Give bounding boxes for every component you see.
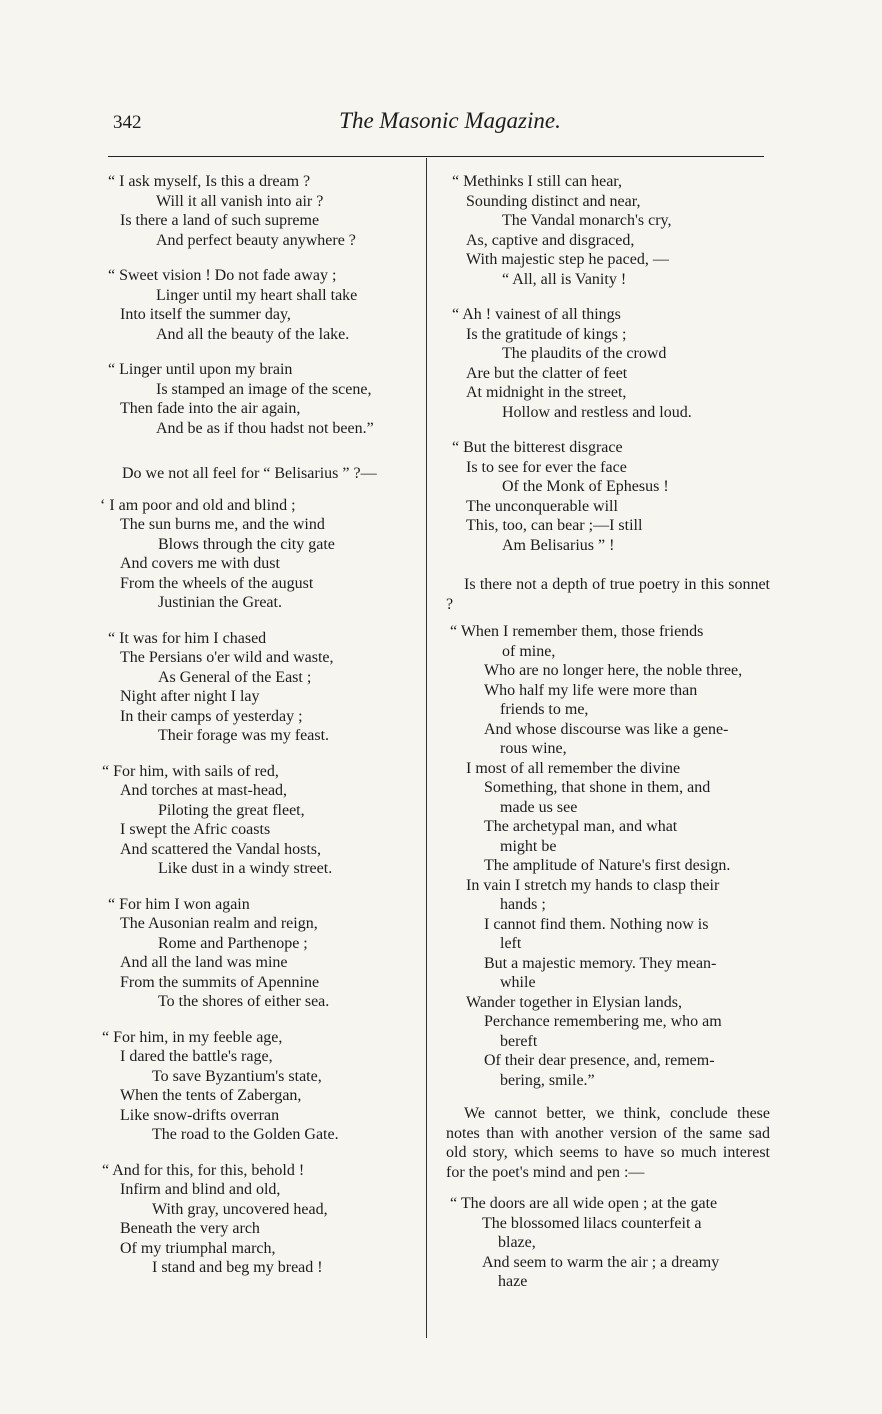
poem-line: To the shores of either sea. [158,993,330,1010]
prose-paragraph: Is there not a depth of true poetry in this sonnet ? [446,576,770,613]
poem-line: The unconquerable will [466,497,618,515]
poem-line: bereft [500,1032,538,1050]
poem-line: From the summits of Apennine [120,973,320,991]
poem-line: Linger until my heart shall take [156,286,358,304]
poem-line: Wander together in Elysian lands, [466,993,682,1011]
poem-stanza [100,1028,418,1145]
poem-line: “ All, all is Vanity ! [502,270,627,288]
poem-line: haze [498,1273,528,1290]
poem-line: “ Ah ! vainest of all things [452,306,621,323]
poem-line: “ For him I won again [108,895,250,913]
poem-line: Is the gratitude of kings ; [466,325,627,343]
poem-line: To save Byzantium's state, [152,1067,322,1085]
poem-stanza [100,266,418,344]
poem-line: “ For him, with sails of red, [102,762,279,780]
poem-line: Is stamped an image of the scene, [156,380,372,398]
poem-line: The blossomed lilacs counterfeit a [482,1214,702,1232]
poem-line: “ It was for him I chased [108,629,267,647]
poem-line: Justinian the Great. [158,594,282,611]
sonnet [446,622,770,1090]
poem-line: “ Linger until upon my brain [108,361,293,378]
right-column [446,172,770,1308]
poem-line: “ I ask myself, Is this a dream ? [108,173,311,190]
poem-line: blaze, [498,1234,536,1251]
poem-line: And whose discourse was like a gene- [484,720,729,738]
poem-line: Who half my life were more than [484,681,698,699]
poem-line: I stand and beg my bread ! [152,1259,323,1276]
poem-line: The Vandal monarch's cry, [502,212,672,229]
poem-line: The archetypal man, and what [484,818,678,835]
poem-stanza [100,629,418,746]
poem-line: From the wheels of the august [120,574,314,592]
poem-line: The Persians o'er wild and waste, [120,649,334,666]
poem-line: The amplitude of Nature's first design. [484,857,731,874]
poem-line: In vain I stretch my hands to clasp their [466,876,720,894]
poem-line: ‘ I am poor and old and blind ; [100,496,296,514]
poem-line: But a majestic memory. They mean- [484,954,717,972]
poem-line: bering, smile.” [500,1071,595,1089]
poem-line: Blows through the city gate [158,535,335,553]
poem-line: Sounding distinct and near, [466,192,641,210]
poem-line: Of the Monk of Ephesus ! [502,478,669,495]
poem-line: Are but the clatter of feet [466,364,628,382]
poem-stanza [446,1194,770,1292]
poem-line: Night after night I lay [120,688,260,705]
poem-line: hands ; [500,896,546,913]
poem-line: Infirm and blind and old, [120,1181,281,1198]
poem-line: Will it all vanish into air ? [156,192,324,210]
poem-line: “ For him, in my feeble age, [102,1028,283,1046]
left-column [100,172,418,1294]
poem-line: “ Methinks I still can hear, [452,173,622,190]
poem-stanza [100,360,418,438]
poem-line: Perchance remembering me, who am [484,1013,722,1030]
poem-line: And perfect beauty anywhere ? [156,231,356,249]
poem-stanza [100,496,418,613]
poem-line: “ Sweet vision ! Do not fade away ; [108,267,337,284]
poem-line: Then fade into the air again, [120,400,301,417]
poem-line: rous wine, [500,740,567,757]
poem-line: And scattered the Vandal hosts, [120,840,321,858]
poem-line: I swept the Afric coasts [120,821,271,838]
poem-line: I dared the battle's rage, [120,1048,273,1065]
poem-line: And be as if thou hadst not been.” [156,419,374,437]
poem-line: The sun burns me, and the wind [120,516,325,533]
poem-line: Is there a land of such supreme [120,212,320,229]
header-rule [108,156,764,157]
poem-line: Piloting the great fleet, [158,801,305,819]
poem-line: Rome and Parthenope ; [158,934,308,952]
poem-line: Is to see for ever the face [466,458,627,476]
poem-line: When the tents of Zabergan, [120,1087,302,1104]
poem-line: With gray, uncovered head, [152,1200,328,1218]
poem-line: Like dust in a windy street. [158,860,333,877]
poem-line: left [500,935,522,952]
poem-line: Hollow and restless and loud. [502,403,692,421]
poem-line: Beneath the very arch [120,1220,260,1237]
prose-paragraph: Do we not all feel for “ Belisarius ” ?— [122,465,377,482]
running-title: The Masonic Magazine. [339,108,561,133]
poem-stanza [100,1161,418,1278]
poem-line: As General of the East ; [158,668,312,686]
poem-line: Like snow-drifts overran [120,1106,280,1124]
poem-line: Something, that shone in them, and [484,779,711,796]
poem-stanza [446,305,770,422]
poem-line: Their forage was my feast. [158,727,330,744]
poem-line: Into itself the summer day, [120,306,291,323]
column-divider [426,158,427,1338]
poem-line: “ The doors are all wide open ; at the gate [450,1195,718,1212]
poem-line: I cannot find them. Nothing now is [484,915,709,933]
poem-stanza [100,762,418,879]
poem-line: “ When I remember them, those friends [450,623,704,640]
poem-line: made us see [500,798,578,816]
poem-line: And all the land was mine [120,954,288,971]
poem-line: The plaudits of the crowd [502,345,667,362]
poem-line: As, captive and disgraced, [466,231,635,249]
poem-line: Who are no longer here, the noble three, [484,662,743,679]
poem-line: And all the beauty of the lake. [156,325,350,343]
page-number: 342 [113,112,142,133]
prose-paragraph: We cannot better, we think, conclude these notes than with another version of the same sad old story, which seems to have so much interest for the poet's mind and pen :— [446,1105,770,1181]
poem-stanza [446,438,770,555]
poem-stanza [100,895,418,1012]
poem-line: while [500,974,536,991]
poem-line: friends to me, [500,701,589,718]
poem-line: The Ausonian realm and reign, [120,915,318,932]
poem-line: At midnight in the street, [466,384,627,401]
poem-line: With majestic step he paced, — [466,251,669,268]
poem-line: might be [500,837,557,855]
poem-line: And covers me with dust [120,555,280,572]
poem-stanza [100,172,418,250]
poem-line: In their camps of yesterday ; [120,707,303,725]
page-header [0,104,882,144]
poem-line: “ But the bitterest disgrace [452,439,623,456]
poem-stanza [446,172,770,289]
poem-line: Of their dear presence, and, remem- [484,1052,715,1069]
poem-line: of mine, [502,642,556,660]
poem-line: The road to the Golden Gate. [152,1126,339,1143]
poem-line: And torches at mast-head, [120,782,288,799]
poem-line: And seem to warm the air ; a dreamy [482,1253,720,1271]
poem-line: Am Belisarius ” ! [502,536,615,554]
poem-line: I most of all remember the divine [466,759,681,777]
poem-line: This, too, can bear ;—I still [466,517,643,534]
poem-line: “ And for this, for this, behold ! [102,1161,305,1179]
poem-line: Of my triumphal march, [120,1239,276,1257]
